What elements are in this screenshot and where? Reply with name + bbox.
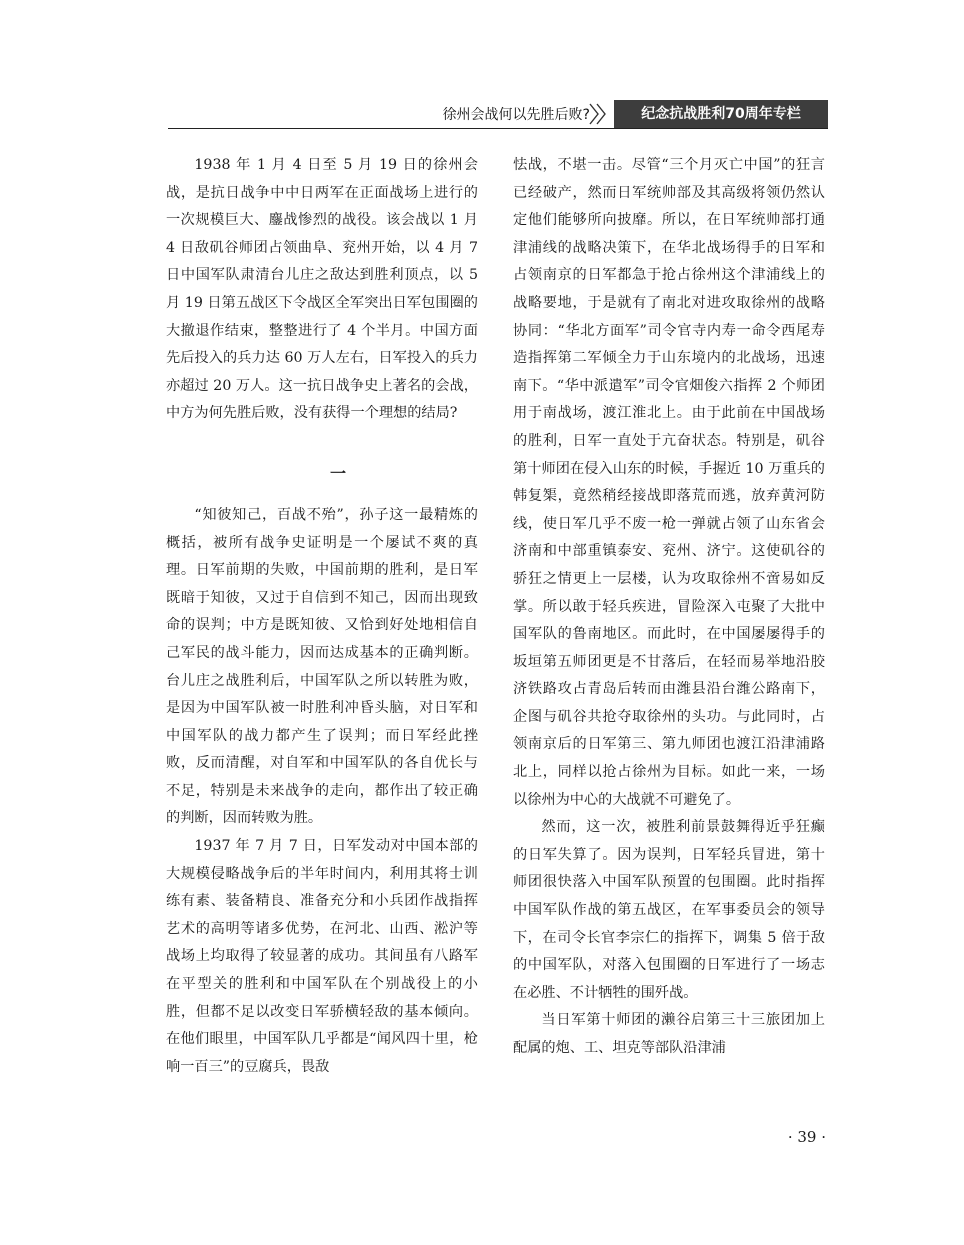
spacer: [166, 428, 478, 446]
page-number: · 39 ·: [787, 1128, 826, 1146]
double-chevron-icon: [588, 102, 610, 126]
body-paragraph: 1937 年 7 月 7 日，日军发动对中国本部的大规模侵略战争后的半年时间内，利用其将士训练有素、装备精良、准备充分和小兵团作战指挥艺术的高明等诸多优势，在河北、山西、淞沪等战场上均取得了较显著的成功。其间虽有八路军在平型关的胜利和中国军队在个别战役上的小胜，但都不足以改变日军骄横轻敌的基本倾向。在他们眼里，中国军队几乎都是“闻风四十里，枪响一百三”的豆腐兵，畏敌: [166, 838, 478, 1075]
right-column: [513, 152, 825, 1063]
section-number: 一: [329, 463, 346, 483]
column-tag: 纪念抗战胜利70周年专栏: [614, 100, 828, 128]
body-paragraph-continued: 怯战，不堪一击。尽管“三个月灭亡中国”的狂言已经破产，然而日军统帅部及其高级将领仍然认定他们能够所向披靡。所以，在日军统帅部打通津浦线的战略决策下，在华北战场得手的日军和占领南京的日军都急于抢占徐州这个津浦线上的战略要地，于是就有了南北对进攻取徐州的战略协同：“华北方面军”司令官寺内寿一命令西尾寿造指挥第二军倾全力于山东境内的北战场，迅速南下。“华中派遣军”司令官畑俊六指挥 2 个师团用于南战场，渡江淮北上。由于此前在中国战场的胜利，日军一直处于亢奋状态。特别是，矶谷第十师团在侵入山东的时候，手握近 10 万重兵的韩复榘，竟然稍经接战即落荒而逃，放弃黄河防线，使日军几乎不废一枪一弹就占领了山东省会济南和中部重镇泰安、兖州、济宁。这使矶谷的骄狂之情更上一层楼，认为攻取徐州不啻易如反掌。所以敢于轻兵疾进，冒险深入屯聚了大批中国军队的鲁南地区。而此时，在中国屡屡得手的坂垣第五师团更是不甘落后，在轻而易举地沿胶济铁路攻占青岛后转而由潍县沿台潍公路南下，企图与矶谷共抢夺取徐州的头功。与此同时，占领南京后的日军第三、第九师团也渡江沿津浦路北上，同样以抢占徐州为目标。如此一来，一场以徐州为中心的大战就不可避免了。: [513, 157, 825, 808]
intro-paragraph: 1938 年 1 月 4 日至 5 月 19 日的徐州会战，是抗日战争中中日两军在正面战场上进行的一次规模巨大、鏖战惨烈的战役。该会战以 1 月 4 日敌矶谷师团占领曲阜、兖州开始，以 4 月 7 日中国军队肃清台儿庄之敌达到胜利顶点，以 5 月 19 日第五战区下令战区全军突出日军包围圈的大撤退作结束，整整进行了 4 个半月。中国方面先后投入的兵力达 60 万人左右，日军投入的兵力亦超过 20 万人。这一抗日战争史上著名的会战，中方为何先胜后败，没有获得一个理想的结局?: [166, 157, 478, 422]
body-paragraph: 当日军第十师团的濑谷启第三十三旅团加上配属的炮、工、坦克等部队沿津浦: [513, 1012, 825, 1056]
left-column: [166, 152, 478, 1081]
running-header: [168, 100, 828, 128]
body-paragraph: 然而，这一次，被胜利前景鼓舞得近乎狂癫的日军失算了。因为误判，日军轻兵冒进，第十师团很快落入中国军队预置的包围圈。此时指挥中国军队作战的第五战区，在军事委员会的领导下，在司令长官李宗仁的指挥下，调集 5 倍于敌的中国军队，对落入包围圈的日军进行了一场志在必胜、不计牺牲的围歼战。: [513, 819, 825, 1001]
header-rule: [168, 128, 828, 129]
body-paragraph: “知彼知己，百战不殆”，孙子这一最精炼的概括，被所有战争史证明是一个屡试不爽的真理。日军前期的失败，中国前期的胜利，是日军既暗于知彼，又过于自信到不知己，因而出现致命的误判；中方是既知彼、又恰到好处地相信自己军民的战斗能力，因而达成基本的正确判断。台儿庄之战胜利后，中国军队之所以转胜为败，是因为中国军队被一时胜利冲昏头脑，对日军和中国军队的战力都产生了误判；而日军经此挫败，反而清醒，对自军和中国军队的各自优长与不足，特别是未来战争的走向，都作出了较正确的判断，因而转败为胜。: [166, 506, 478, 827]
article-topic: 徐州会战何以先胜后败?: [442, 107, 590, 123]
